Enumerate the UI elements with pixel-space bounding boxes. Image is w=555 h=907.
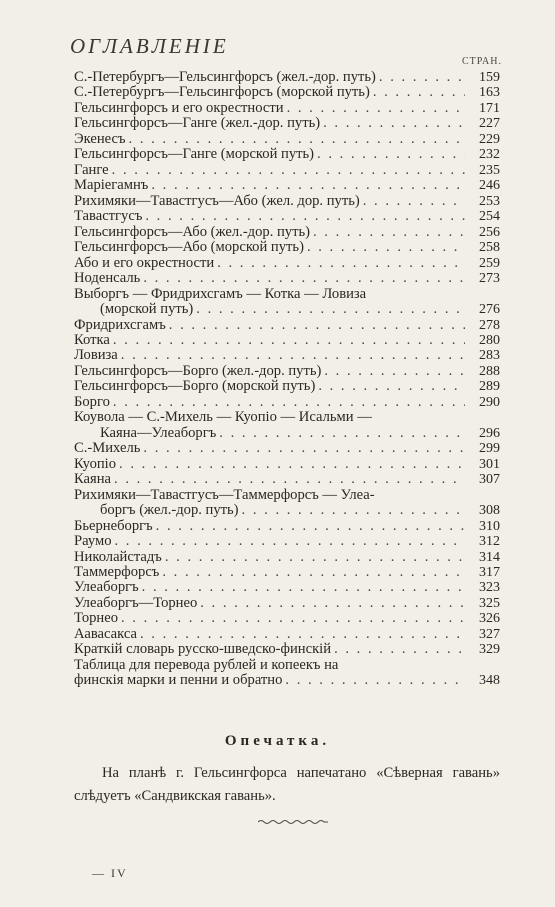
toc-entry-page: 325 xyxy=(479,595,500,611)
toc-leader-dots xyxy=(200,596,465,611)
toc-entry-page: 308 xyxy=(479,503,500,519)
toc-entry-page: 227 xyxy=(479,116,500,132)
toc-entry-page: 256 xyxy=(479,224,500,240)
toc-entry xyxy=(74,550,500,565)
toc-entry-title: Экенесъ xyxy=(74,130,126,147)
toc-entry xyxy=(74,256,500,271)
toc-entry-page: 278 xyxy=(479,317,500,333)
toc-entry-title: Гельсингфорсъ—Борго (морской путь) xyxy=(74,378,316,395)
toc-entry-page: 253 xyxy=(479,193,500,209)
toc-leader-dots xyxy=(196,302,465,317)
toc-entry-page: 235 xyxy=(479,162,500,178)
toc-entry-title: Куопiо xyxy=(74,455,117,472)
toc-leader-dots xyxy=(121,611,465,626)
toc-entry-title: Торнео xyxy=(74,610,118,627)
toc-leader-dots xyxy=(129,132,465,147)
toc-entry-page: 259 xyxy=(479,255,500,271)
toc-entry-title: боргъ (жел.-дор. путь) xyxy=(100,502,239,519)
toc-entry-title: Таблица для перевода рублей и копеекъ на xyxy=(74,656,339,673)
toc-entry-title: Гельсингфорсъ—Ганге (жел.-дор. путь) xyxy=(74,115,321,132)
toc-entry-page: 329 xyxy=(479,642,500,658)
toc-entry-title: (морской путь) xyxy=(100,301,194,318)
toc-leader-dots xyxy=(113,333,465,348)
toc-entry xyxy=(74,642,500,657)
toc-entry xyxy=(74,673,500,688)
toc-entry xyxy=(74,225,500,240)
page-column-label: СТРАН. xyxy=(462,56,503,67)
toc-entry-page: 301 xyxy=(479,456,500,472)
toc-leader-dots xyxy=(363,194,465,209)
toc-entry-title: Краткiй словарь русско-шведско-финскiй xyxy=(74,641,332,658)
toc-leader-dots xyxy=(156,519,465,534)
toc-entry-page: 307 xyxy=(479,472,500,488)
toc-entry xyxy=(74,488,500,503)
toc-entry-page: 310 xyxy=(479,518,500,534)
toc-entry-page: 171 xyxy=(479,100,500,116)
toc-leader-dots xyxy=(379,70,465,85)
toc-leader-dots xyxy=(119,457,465,472)
toc-entry xyxy=(74,163,500,178)
toc-entry-title: Або и его окрестности xyxy=(74,254,215,271)
toc-entry-page: 312 xyxy=(479,534,500,550)
toc-leader-dots xyxy=(140,627,465,642)
toc-entry-title: Ноденсаль xyxy=(74,270,141,287)
toc-entry-page: 232 xyxy=(479,147,500,163)
toc-entry-page: 314 xyxy=(479,549,500,565)
toc-entry-title: Рихимяки—Тавастгусъ—Таммерфорсъ — Улеа- xyxy=(74,486,375,503)
toc-entry xyxy=(74,178,500,193)
toc-entry-title: Коувола — С.-Михель — Куопiо — Исальми — xyxy=(74,409,372,426)
toc-entry-title: финскiя марки и пенни и обратно xyxy=(74,672,283,689)
toc-leader-dots xyxy=(143,441,465,456)
toc-entry-page: 288 xyxy=(479,363,500,379)
toc-entry xyxy=(74,302,500,317)
toc-entry xyxy=(74,580,500,595)
toc-entry-title: Каяна xyxy=(74,471,112,488)
toc-entry-page: 296 xyxy=(479,425,500,441)
toc-entry xyxy=(74,379,500,394)
toc-entry-title: Гельсингфорсъ—Або (жел.-дор. путь) xyxy=(74,223,310,240)
toc-leader-dots xyxy=(143,271,465,286)
toc-leader-dots xyxy=(151,178,465,193)
toc-entry-page: 246 xyxy=(479,178,500,194)
errata-text: На планѣ г. Гельсингфорса напечатано «Сѣверная гавань» слѣдуетъ «Сандвикская гавань». xyxy=(74,765,500,804)
toc-entry-title: Гельсингфорсъ—Або (морской путь) xyxy=(74,239,304,256)
toc-leader-dots xyxy=(112,163,465,178)
toc-entry-page: 283 xyxy=(479,348,500,364)
toc-entry-title: Гельсингфорсъ—Ганге (морской путь) xyxy=(74,146,315,163)
toc-entry-page: 229 xyxy=(479,131,500,147)
toc-leader-dots xyxy=(165,550,465,565)
toc-entry-page: 317 xyxy=(479,565,500,580)
toc-entry xyxy=(74,194,500,209)
toc-entry xyxy=(74,441,500,456)
toc-entry-title: Марiегамнъ xyxy=(74,177,149,194)
toc-entry-title: С.-Петербургъ—Гельсингфорсъ (морской путь) xyxy=(74,84,370,101)
toc-leader-dots xyxy=(145,209,465,224)
toc-entry-page: 289 xyxy=(479,379,500,395)
toc-entry-page: 290 xyxy=(479,394,500,410)
toc-leader-dots xyxy=(317,147,465,162)
toc-entry-title: Раумо xyxy=(74,533,112,550)
toc-entry-title: С.-Петербургъ—Гельсингфорсъ (жел.-дор. путь) xyxy=(74,69,376,85)
toc-entry-title: Борго xyxy=(74,393,110,410)
toc-entry xyxy=(74,519,500,534)
toc-leader-dots xyxy=(285,673,465,688)
toc-entry-title: Выборгъ — Фридрихсгамъ — Котка — Ловиза xyxy=(74,285,367,302)
toc-entry-page: 159 xyxy=(479,70,500,85)
toc-entry xyxy=(74,658,500,673)
toc-entry-page: 273 xyxy=(479,271,500,287)
toc-entry-title: Николайстадъ xyxy=(74,548,162,565)
toc-entry xyxy=(74,611,500,626)
toc-leader-dots xyxy=(324,364,465,379)
toc-entry-page: 326 xyxy=(479,611,500,627)
toc-entry-title: Тавастгусъ xyxy=(74,208,143,225)
toc-entry xyxy=(74,318,500,333)
toc-entry xyxy=(74,348,500,363)
toc-entry-title: Ганге xyxy=(74,161,109,178)
toc-entry xyxy=(74,85,500,100)
toc-leader-dots xyxy=(219,426,465,441)
wavy-ornament-icon xyxy=(258,818,328,826)
toc-leader-dots xyxy=(373,85,465,100)
table-of-contents xyxy=(74,70,500,689)
toc-entry-title: Котка xyxy=(74,331,110,348)
toc-entry xyxy=(74,627,500,642)
toc-entry-page: 276 xyxy=(479,302,500,318)
toc-leader-dots xyxy=(113,395,465,410)
toc-entry xyxy=(74,395,500,410)
toc-entry-title: Рихимяки—Тавастгусъ—Або (жел. дор. путь) xyxy=(74,192,360,209)
toc-leader-dots xyxy=(121,348,465,363)
toc-entry-title: Гельсингфорсъ и его окрестности xyxy=(74,99,284,116)
toc-leader-dots xyxy=(307,240,465,255)
toc-entry-title: Фридрихсгамъ xyxy=(74,316,166,333)
toc-entry xyxy=(74,457,500,472)
toc-leader-dots xyxy=(242,503,465,518)
toc-entry xyxy=(74,565,500,580)
toc-entry-page: 280 xyxy=(479,332,500,348)
toc-leader-dots xyxy=(334,642,465,657)
toc-entry-title: Гельсингфорсъ—Борго (жел.-дор. путь) xyxy=(74,362,322,379)
toc-entry-title: Улеаборгъ xyxy=(74,579,139,596)
toc-leader-dots xyxy=(169,318,465,333)
toc-entry-title: Улеаборгъ—Торнео xyxy=(74,594,198,611)
toc-entry xyxy=(74,503,500,518)
toc-entry xyxy=(74,596,500,611)
toc-entry-title: Бьернеборгъ xyxy=(74,517,153,534)
toc-leader-dots xyxy=(162,565,465,580)
toc-entry-title: Каяна—Улеаборгъ xyxy=(100,424,217,441)
toc-entry-page: 299 xyxy=(479,441,500,457)
toc-entry xyxy=(74,116,500,131)
toc-entry xyxy=(74,209,500,224)
toc-entry xyxy=(74,287,500,302)
toc-entry xyxy=(74,364,500,379)
toc-entry xyxy=(74,70,500,85)
errata-title: Опечатка. xyxy=(224,733,331,749)
toc-entry-page: 348 xyxy=(479,673,500,689)
toc-entry xyxy=(74,534,500,549)
toc-entry xyxy=(74,472,500,487)
toc-entry-page: 254 xyxy=(479,209,500,225)
toc-leader-dots xyxy=(323,116,465,131)
toc-entry xyxy=(74,410,500,425)
toc-entry-title: Ловиза xyxy=(74,347,118,364)
toc-leader-dots xyxy=(115,534,466,549)
toc-entry xyxy=(74,132,500,147)
page-heading: ОГЛАВЛЕНIЕ xyxy=(70,34,229,58)
toc-entry xyxy=(74,426,500,441)
toc-entry-title: С.-Михель xyxy=(74,440,141,457)
toc-leader-dots xyxy=(318,379,465,394)
toc-entry-title: Аавасакса xyxy=(74,625,137,642)
toc-leader-dots xyxy=(114,472,465,487)
toc-entry xyxy=(74,271,500,286)
toc-entry xyxy=(74,101,500,116)
toc-entry-title: Таммерфорсъ xyxy=(74,564,160,580)
toc-entry xyxy=(74,240,500,255)
toc-leader-dots xyxy=(287,101,465,116)
toc-leader-dots xyxy=(313,225,465,240)
toc-entry-page: 163 xyxy=(479,85,500,101)
toc-entry-page: 258 xyxy=(479,240,500,256)
toc-entry-page: 327 xyxy=(479,626,500,642)
toc-entry xyxy=(74,333,500,348)
toc-leader-dots xyxy=(142,580,465,595)
toc-entry xyxy=(74,147,500,162)
page-folio: — IV xyxy=(92,866,128,880)
toc-entry-page: 323 xyxy=(479,580,500,596)
toc-leader-dots xyxy=(217,256,465,271)
